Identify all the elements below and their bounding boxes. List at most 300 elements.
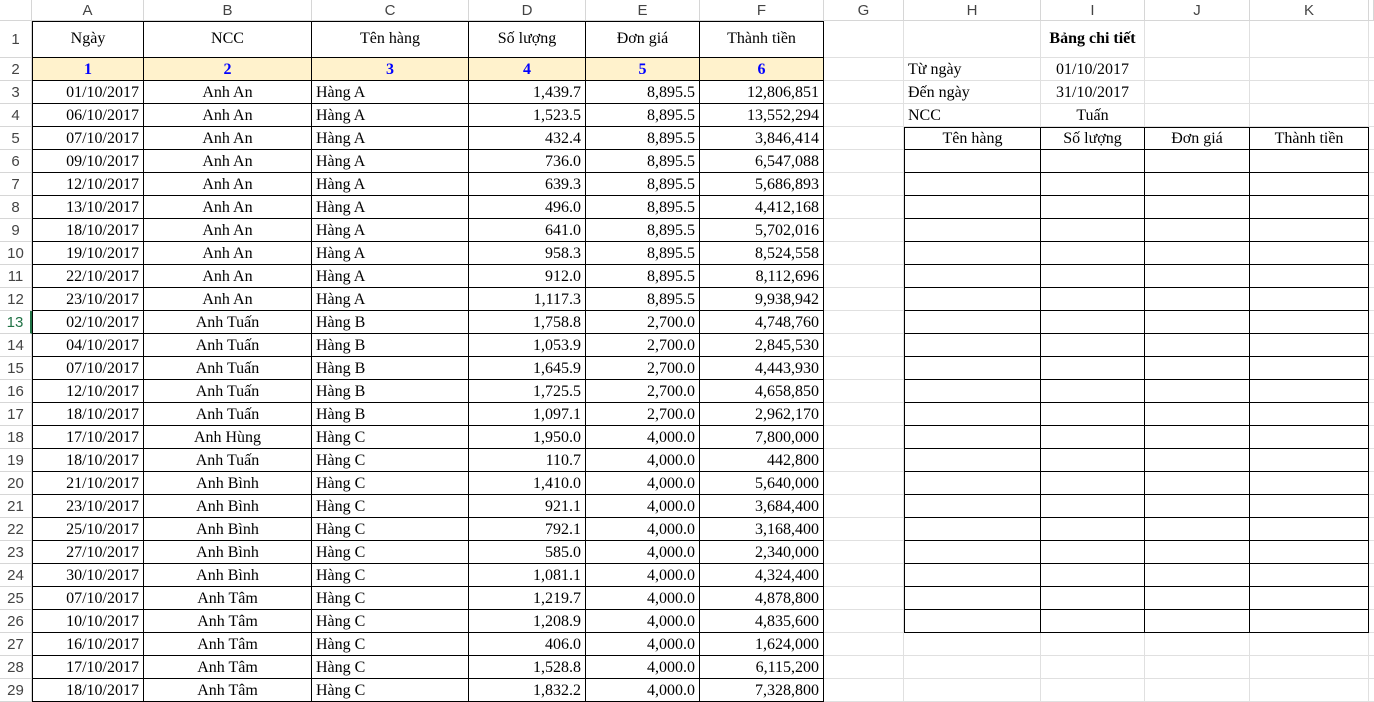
row-header-22[interactable]: 22 [0,518,32,541]
column-header-A[interactable]: A [32,0,144,21]
detail-cell-I11[interactable] [1041,265,1145,288]
cell-G8[interactable] [824,196,904,219]
cell-E28[interactable]: 4,000.0 [586,656,700,679]
detail-header-K[interactable]: Thành tiền [1250,127,1369,150]
cell-B26[interactable]: Anh Tâm [144,610,312,633]
detail-cell-I18[interactable] [1041,426,1145,449]
cell-E22[interactable]: 4,000.0 [586,518,700,541]
detail-cell-J10[interactable] [1145,242,1250,265]
header-A[interactable]: Ngày [32,21,144,58]
cell-E3[interactable]: 8,895.5 [586,81,700,104]
cell-F27[interactable]: 1,624,000 [700,633,824,656]
detail-cell-H20[interactable] [904,472,1041,495]
cell-C22[interactable]: Hàng C [312,518,469,541]
detail-cell-K19[interactable] [1250,449,1369,472]
cell-F7[interactable]: 5,686,893 [700,173,824,196]
cell-D24[interactable]: 1,081.1 [469,564,586,587]
cell-E25[interactable]: 4,000.0 [586,587,700,610]
cell-G3[interactable] [824,81,904,104]
cell-K28[interactable] [1250,656,1369,679]
detail-title[interactable]: Bảng chi tiết [1041,21,1145,58]
cell-G19[interactable] [824,449,904,472]
cell-B12[interactable]: Anh An [144,288,312,311]
column-header-C[interactable]: C [312,0,469,21]
detail-cell-K17[interactable] [1250,403,1369,426]
cell-C5[interactable]: Hàng A [312,127,469,150]
detail-cell-K12[interactable] [1250,288,1369,311]
row-header-17[interactable]: 17 [0,403,32,426]
cell-E5[interactable]: 8,895.5 [586,127,700,150]
cell-C26[interactable]: Hàng C [312,610,469,633]
cell-A7[interactable]: 12/10/2017 [32,173,144,196]
cell-A3[interactable]: 01/10/2017 [32,81,144,104]
cell-K27[interactable] [1250,633,1369,656]
row-header-13[interactable]: 13 [0,311,32,334]
cell-E7[interactable]: 8,895.5 [586,173,700,196]
row-header-5[interactable]: 5 [0,127,32,150]
cell-C25[interactable]: Hàng C [312,587,469,610]
cell-F3[interactable]: 12,806,851 [700,81,824,104]
row-header-11[interactable]: 11 [0,265,32,288]
cell-F9[interactable]: 5,702,016 [700,219,824,242]
detail-cell-I9[interactable] [1041,219,1145,242]
row-header-28[interactable]: 28 [0,656,32,679]
cell-J2[interactable] [1145,58,1250,81]
from-date-value[interactable]: 01/10/2017 [1041,58,1145,81]
detail-cell-J21[interactable] [1145,495,1250,518]
cell-F16[interactable]: 4,658,850 [700,380,824,403]
cell-A20[interactable]: 21/10/2017 [32,472,144,495]
column-header-F[interactable]: F [700,0,824,21]
cell-E23[interactable]: 4,000.0 [586,541,700,564]
detail-header-I[interactable]: Số lượng [1041,127,1145,150]
detail-cell-J8[interactable] [1145,196,1250,219]
cell-F17[interactable]: 2,962,170 [700,403,824,426]
detail-cell-I10[interactable] [1041,242,1145,265]
column-header-B[interactable]: B [144,0,312,21]
detail-cell-J11[interactable] [1145,265,1250,288]
cell-A25[interactable]: 07/10/2017 [32,587,144,610]
row-header-23[interactable]: 23 [0,541,32,564]
cell-D26[interactable]: 1,208.9 [469,610,586,633]
cell-G4[interactable] [824,104,904,127]
row-header-4[interactable]: 4 [0,104,32,127]
detail-cell-H9[interactable] [904,219,1041,242]
cell-F29[interactable]: 7,328,800 [700,679,824,702]
cell-F18[interactable]: 7,800,000 [700,426,824,449]
row-header-27[interactable]: 27 [0,633,32,656]
cell-G10[interactable] [824,242,904,265]
detail-cell-I20[interactable] [1041,472,1145,495]
row-header-25[interactable]: 25 [0,587,32,610]
cell-B21[interactable]: Anh Bình [144,495,312,518]
cell-C20[interactable]: Hàng C [312,472,469,495]
cell-D3[interactable]: 1,439.7 [469,81,586,104]
cell-C13[interactable]: Hàng B [312,311,469,334]
cell-F20[interactable]: 5,640,000 [700,472,824,495]
cell-D28[interactable]: 1,528.8 [469,656,586,679]
col-number-E[interactable]: 5 [586,58,700,81]
detail-cell-J19[interactable] [1145,449,1250,472]
detail-cell-J13[interactable] [1145,311,1250,334]
cell-C7[interactable]: Hàng A [312,173,469,196]
cell-C29[interactable]: Hàng C [312,679,469,702]
cell-C23[interactable]: Hàng C [312,541,469,564]
cell-F5[interactable]: 3,846,414 [700,127,824,150]
cell-J1[interactable] [1145,21,1250,58]
cell-G23[interactable] [824,541,904,564]
row-header-19[interactable]: 19 [0,449,32,472]
cell-A5[interactable]: 07/10/2017 [32,127,144,150]
cell-C10[interactable]: Hàng A [312,242,469,265]
cell-B13[interactable]: Anh Tuấn [144,311,312,334]
cell-D29[interactable]: 1,832.2 [469,679,586,702]
detail-cell-H21[interactable] [904,495,1041,518]
cell-A14[interactable]: 04/10/2017 [32,334,144,357]
detail-cell-I7[interactable] [1041,173,1145,196]
cell-G17[interactable] [824,403,904,426]
detail-cell-I23[interactable] [1041,541,1145,564]
col-number-D[interactable]: 4 [469,58,586,81]
cell-C4[interactable]: Hàng A [312,104,469,127]
cell-G28[interactable] [824,656,904,679]
cell-C16[interactable]: Hàng B [312,380,469,403]
cell-F21[interactable]: 3,684,400 [700,495,824,518]
cell-E6[interactable]: 8,895.5 [586,150,700,173]
detail-cell-H26[interactable] [904,610,1041,633]
detail-cell-H15[interactable] [904,357,1041,380]
row-header-14[interactable]: 14 [0,334,32,357]
cell-D10[interactable]: 958.3 [469,242,586,265]
cell-A15[interactable]: 07/10/2017 [32,357,144,380]
detail-cell-I12[interactable] [1041,288,1145,311]
detail-cell-K20[interactable] [1250,472,1369,495]
cell-H28[interactable] [904,656,1041,679]
cell-E14[interactable]: 2,700.0 [586,334,700,357]
detail-cell-I22[interactable] [1041,518,1145,541]
cell-C24[interactable]: Hàng C [312,564,469,587]
cell-A8[interactable]: 13/10/2017 [32,196,144,219]
cell-G24[interactable] [824,564,904,587]
cell-E19[interactable]: 4,000.0 [586,449,700,472]
cell-K4[interactable] [1250,104,1369,127]
cell-J29[interactable] [1145,679,1250,702]
cell-K1[interactable] [1250,21,1369,58]
row-header-6[interactable]: 6 [0,150,32,173]
column-header-E[interactable]: E [586,0,700,21]
cell-F12[interactable]: 9,938,942 [700,288,824,311]
cell-C3[interactable]: Hàng A [312,81,469,104]
detail-cell-I26[interactable] [1041,610,1145,633]
cell-G15[interactable] [824,357,904,380]
header-C[interactable]: Tên hàng [312,21,469,58]
cell-J28[interactable] [1145,656,1250,679]
detail-cell-J18[interactable] [1145,426,1250,449]
detail-cell-J22[interactable] [1145,518,1250,541]
column-header-K[interactable]: K [1250,0,1369,21]
cell-A27[interactable]: 16/10/2017 [32,633,144,656]
cell-F23[interactable]: 2,340,000 [700,541,824,564]
cell-A19[interactable]: 18/10/2017 [32,449,144,472]
cell-G13[interactable] [824,311,904,334]
cell-A11[interactable]: 22/10/2017 [32,265,144,288]
cell-D15[interactable]: 1,645.9 [469,357,586,380]
detail-cell-K11[interactable] [1250,265,1369,288]
cell-A17[interactable]: 18/10/2017 [32,403,144,426]
detail-cell-H8[interactable] [904,196,1041,219]
detail-cell-I13[interactable] [1041,311,1145,334]
cell-B18[interactable]: Anh Hùng [144,426,312,449]
cell-A28[interactable]: 17/10/2017 [32,656,144,679]
header-F[interactable]: Thành tiền [700,21,824,58]
cell-E8[interactable]: 8,895.5 [586,196,700,219]
cell-E26[interactable]: 4,000.0 [586,610,700,633]
cell-D18[interactable]: 1,950.0 [469,426,586,449]
row-header-21[interactable]: 21 [0,495,32,518]
detail-header-H[interactable]: Tên hàng [904,127,1041,150]
header-B[interactable]: NCC [144,21,312,58]
row-header-3[interactable]: 3 [0,81,32,104]
cell-D6[interactable]: 736.0 [469,150,586,173]
col-number-C[interactable]: 3 [312,58,469,81]
detail-cell-H23[interactable] [904,541,1041,564]
cell-F11[interactable]: 8,112,696 [700,265,824,288]
detail-cell-H14[interactable] [904,334,1041,357]
cell-G27[interactable] [824,633,904,656]
detail-cell-H22[interactable] [904,518,1041,541]
cell-F26[interactable]: 4,835,600 [700,610,824,633]
cell-E29[interactable]: 4,000.0 [586,679,700,702]
cell-A26[interactable]: 10/10/2017 [32,610,144,633]
cell-A13[interactable]: 02/10/2017 [32,311,144,334]
cell-E27[interactable]: 4,000.0 [586,633,700,656]
cell-G25[interactable] [824,587,904,610]
cell-B3[interactable]: Anh An [144,81,312,104]
header-D[interactable]: Số lượng [469,21,586,58]
cell-B8[interactable]: Anh An [144,196,312,219]
ncc-value[interactable]: Tuấn [1041,104,1145,127]
detail-cell-J25[interactable] [1145,587,1250,610]
cell-G29[interactable] [824,679,904,702]
detail-cell-K16[interactable] [1250,380,1369,403]
detail-cell-I19[interactable] [1041,449,1145,472]
cell-B15[interactable]: Anh Tuấn [144,357,312,380]
cell-D22[interactable]: 792.1 [469,518,586,541]
row-header-10[interactable]: 10 [0,242,32,265]
cell-K3[interactable] [1250,81,1369,104]
cell-F22[interactable]: 3,168,400 [700,518,824,541]
detail-cell-H12[interactable] [904,288,1041,311]
detail-cell-H25[interactable] [904,587,1041,610]
cell-E10[interactable]: 8,895.5 [586,242,700,265]
cell-G5[interactable] [824,127,904,150]
cell-C12[interactable]: Hàng A [312,288,469,311]
cell-A10[interactable]: 19/10/2017 [32,242,144,265]
detail-cell-K13[interactable] [1250,311,1369,334]
detail-cell-I14[interactable] [1041,334,1145,357]
cell-J3[interactable] [1145,81,1250,104]
row-header-1[interactable]: 1 [0,21,32,58]
cell-I27[interactable] [1041,633,1145,656]
cell-D4[interactable]: 1,523.5 [469,104,586,127]
cell-E13[interactable]: 2,700.0 [586,311,700,334]
cell-D25[interactable]: 1,219.7 [469,587,586,610]
cell-B29[interactable]: Anh Tâm [144,679,312,702]
cell-G7[interactable] [824,173,904,196]
row-header-18[interactable]: 18 [0,426,32,449]
cell-B20[interactable]: Anh Bình [144,472,312,495]
to-date-value[interactable]: 31/10/2017 [1041,81,1145,104]
cell-B4[interactable]: Anh An [144,104,312,127]
column-header-D[interactable]: D [469,0,586,21]
cell-F6[interactable]: 6,547,088 [700,150,824,173]
column-header-I[interactable]: I [1041,0,1145,21]
cell-D11[interactable]: 912.0 [469,265,586,288]
cell-A9[interactable]: 18/10/2017 [32,219,144,242]
detail-cell-K6[interactable] [1250,150,1369,173]
detail-cell-J26[interactable] [1145,610,1250,633]
detail-cell-J23[interactable] [1145,541,1250,564]
cell-D14[interactable]: 1,053.9 [469,334,586,357]
cell-K29[interactable] [1250,679,1369,702]
detail-cell-J16[interactable] [1145,380,1250,403]
detail-cell-J14[interactable] [1145,334,1250,357]
detail-cell-I25[interactable] [1041,587,1145,610]
cell-E18[interactable]: 4,000.0 [586,426,700,449]
detail-cell-I17[interactable] [1041,403,1145,426]
cell-C6[interactable]: Hàng A [312,150,469,173]
detail-cell-J9[interactable] [1145,219,1250,242]
cell-F8[interactable]: 4,412,168 [700,196,824,219]
cell-G18[interactable] [824,426,904,449]
cell-B28[interactable]: Anh Tâm [144,656,312,679]
col-number-A[interactable]: 1 [32,58,144,81]
row-header-8[interactable]: 8 [0,196,32,219]
detail-cell-K9[interactable] [1250,219,1369,242]
detail-cell-I15[interactable] [1041,357,1145,380]
cell-B11[interactable]: Anh An [144,265,312,288]
detail-cell-I6[interactable] [1041,150,1145,173]
cell-G14[interactable] [824,334,904,357]
cell-A4[interactable]: 06/10/2017 [32,104,144,127]
cell-C19[interactable]: Hàng C [312,449,469,472]
row-header-2[interactable]: 2 [0,58,32,81]
cell-F28[interactable]: 6,115,200 [700,656,824,679]
detail-cell-J6[interactable] [1145,150,1250,173]
cell-E12[interactable]: 8,895.5 [586,288,700,311]
cell-G16[interactable] [824,380,904,403]
column-header-G[interactable]: G [824,0,904,21]
row-header-20[interactable]: 20 [0,472,32,495]
cell-E15[interactable]: 2,700.0 [586,357,700,380]
detail-cell-J15[interactable] [1145,357,1250,380]
cell-E24[interactable]: 4,000.0 [586,564,700,587]
cell-G26[interactable] [824,610,904,633]
cell-B19[interactable]: Anh Tuấn [144,449,312,472]
cell-B10[interactable]: Anh An [144,242,312,265]
from-date-label[interactable]: Từ ngày [904,58,1041,81]
cell-D17[interactable]: 1,097.1 [469,403,586,426]
cell-A22[interactable]: 25/10/2017 [32,518,144,541]
cell-F4[interactable]: 13,552,294 [700,104,824,127]
cell-D27[interactable]: 406.0 [469,633,586,656]
row-header-9[interactable]: 9 [0,219,32,242]
cell-G1[interactable] [824,21,904,58]
select-all-corner[interactable] [0,0,32,21]
cell-B27[interactable]: Anh Tâm [144,633,312,656]
cell-B7[interactable]: Anh An [144,173,312,196]
cell-A21[interactable]: 23/10/2017 [32,495,144,518]
cell-F14[interactable]: 2,845,530 [700,334,824,357]
cell-A12[interactable]: 23/10/2017 [32,288,144,311]
row-header-29[interactable]: 29 [0,679,32,702]
cell-D16[interactable]: 1,725.5 [469,380,586,403]
cell-A6[interactable]: 09/10/2017 [32,150,144,173]
detail-cell-H10[interactable] [904,242,1041,265]
detail-cell-H18[interactable] [904,426,1041,449]
detail-cell-K26[interactable] [1250,610,1369,633]
detail-cell-K23[interactable] [1250,541,1369,564]
detail-cell-H24[interactable] [904,564,1041,587]
header-E[interactable]: Đơn giá [586,21,700,58]
cell-H27[interactable] [904,633,1041,656]
detail-cell-J12[interactable] [1145,288,1250,311]
cell-E21[interactable]: 4,000.0 [586,495,700,518]
cell-D8[interactable]: 496.0 [469,196,586,219]
cell-B16[interactable]: Anh Tuấn [144,380,312,403]
cell-D13[interactable]: 1,758.8 [469,311,586,334]
cell-D23[interactable]: 585.0 [469,541,586,564]
detail-cell-K21[interactable] [1250,495,1369,518]
cell-B14[interactable]: Anh Tuấn [144,334,312,357]
to-date-label[interactable]: Đến ngày [904,81,1041,104]
cell-E9[interactable]: 8,895.5 [586,219,700,242]
detail-cell-K24[interactable] [1250,564,1369,587]
cell-B5[interactable]: Anh An [144,127,312,150]
cell-A16[interactable]: 12/10/2017 [32,380,144,403]
detail-cell-H19[interactable] [904,449,1041,472]
row-header-7[interactable]: 7 [0,173,32,196]
cell-C21[interactable]: Hàng C [312,495,469,518]
cell-H29[interactable] [904,679,1041,702]
detail-cell-K25[interactable] [1250,587,1369,610]
cell-E17[interactable]: 2,700.0 [586,403,700,426]
cell-F19[interactable]: 442,800 [700,449,824,472]
detail-cell-I16[interactable] [1041,380,1145,403]
cell-K2[interactable] [1250,58,1369,81]
detail-cell-H17[interactable] [904,403,1041,426]
row-header-24[interactable]: 24 [0,564,32,587]
cell-C14[interactable]: Hàng B [312,334,469,357]
cell-F24[interactable]: 4,324,400 [700,564,824,587]
detail-cell-J17[interactable] [1145,403,1250,426]
detail-cell-H6[interactable] [904,150,1041,173]
cell-B24[interactable]: Anh Bình [144,564,312,587]
cell-J4[interactable] [1145,104,1250,127]
cell-D20[interactable]: 1,410.0 [469,472,586,495]
cell-D7[interactable]: 639.3 [469,173,586,196]
detail-header-J[interactable]: Đơn giá [1145,127,1250,150]
detail-cell-J7[interactable] [1145,173,1250,196]
row-header-16[interactable]: 16 [0,380,32,403]
cell-F25[interactable]: 4,878,800 [700,587,824,610]
cell-D19[interactable]: 110.7 [469,449,586,472]
cell-C9[interactable]: Hàng A [312,219,469,242]
cell-H1[interactable] [904,21,1041,58]
detail-cell-J20[interactable] [1145,472,1250,495]
detail-cell-I8[interactable] [1041,196,1145,219]
cell-B17[interactable]: Anh Tuấn [144,403,312,426]
